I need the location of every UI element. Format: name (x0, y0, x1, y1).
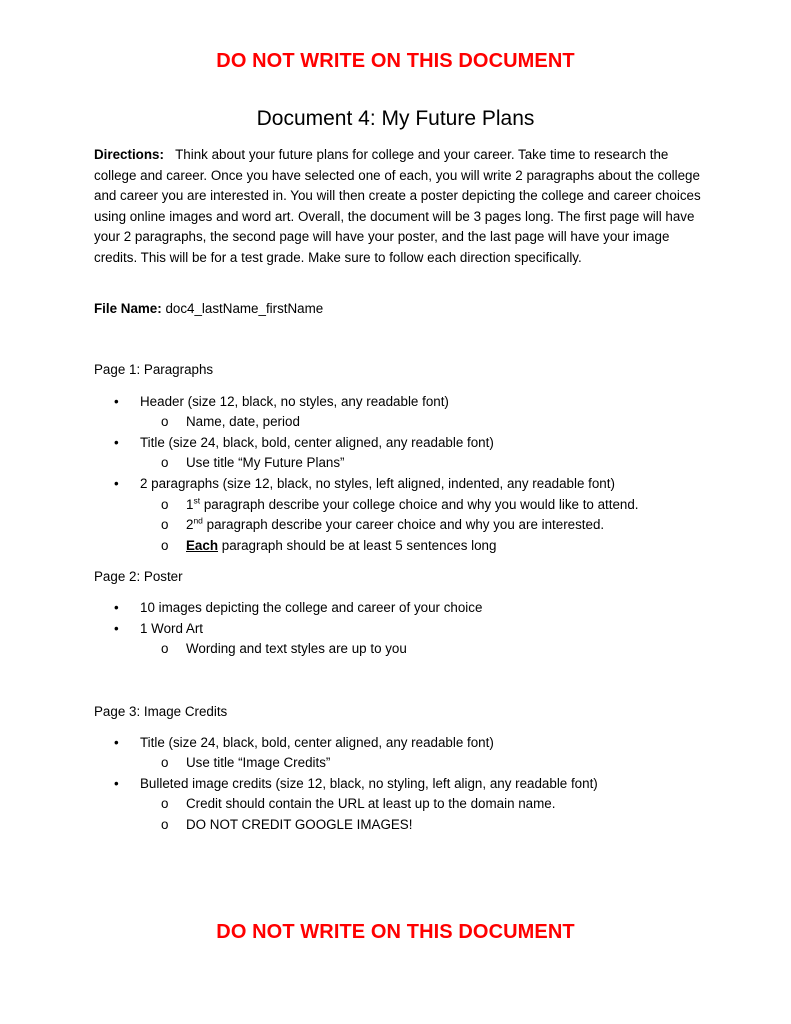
sub-list-item-text: Name, date, period (186, 414, 300, 429)
sub-list-item (161, 815, 412, 836)
circle-bullet-icon: o (161, 641, 169, 656)
sub-list-item-text: Wording and text styles are up to you (186, 641, 407, 656)
circle-bullet-icon: o (161, 517, 169, 532)
section-heading-page2: Page 2: Poster (94, 569, 183, 584)
circle-bullet-icon: o (161, 817, 169, 832)
directions-label: Directions: (94, 147, 164, 162)
list-item (114, 474, 615, 495)
emphasis-word: Each (186, 538, 219, 553)
circle-bullet-icon: o (161, 755, 169, 770)
list-item (114, 733, 494, 754)
sub-list-item-text: paragraph describe your career choice and why you are interested. (206, 517, 605, 532)
sub-list-item-text: Credit should contain the URL at least up to the domain name. (186, 796, 556, 811)
circle-bullet-icon: o (161, 538, 169, 553)
sub-list-item (161, 753, 330, 774)
list-item-text: 2 paragraphs (size 12, black, no styles, left aligned, indented, any readable font) (140, 476, 615, 491)
file-name-label: File Name: (94, 301, 162, 316)
ordinal-number: 1 (186, 497, 194, 512)
list-item-text: 1 Word Art (140, 621, 204, 636)
sub-list-item (161, 412, 300, 433)
sub-list-item (161, 495, 639, 516)
circle-bullet-icon: o (161, 796, 169, 811)
ordinal-suffix: st (193, 495, 201, 506)
bullet-icon: • (114, 776, 119, 791)
bullet-icon: • (114, 735, 119, 750)
directions-paragraph (94, 145, 702, 268)
file-name-value: doc4_lastName_firstName (165, 301, 324, 316)
sub-list-item-text: Use title “Image Credits” (186, 755, 331, 770)
ordinal-suffix: nd (193, 515, 203, 526)
list-item (114, 392, 449, 413)
sub-list-item (161, 515, 604, 536)
list-item (114, 433, 494, 454)
sub-list-item-text: paragraph describe your college choice and why you would like to attend. (203, 497, 639, 512)
bullet-icon: • (114, 600, 119, 615)
bullet-icon: • (114, 476, 119, 491)
warning-banner-top: DO NOT WRITE ON THIS DOCUMENT (216, 50, 575, 72)
list-item-text: Title (size 24, black, bold, center aligned, any readable font) (140, 735, 494, 750)
circle-bullet-icon: o (161, 497, 169, 512)
list-item-text: 10 images depicting the college and career of your choice (140, 600, 483, 615)
circle-bullet-icon: o (161, 455, 169, 470)
list-item-text: Header (size 12, black, no styles, any readable font) (140, 394, 449, 409)
bullet-icon: • (114, 621, 119, 636)
file-name-line (94, 299, 323, 320)
document-title: Document 4: My Future Plans (256, 107, 535, 130)
list-item (114, 598, 482, 619)
sub-list-item (161, 536, 496, 557)
warning-banner-bottom: DO NOT WRITE ON THIS DOCUMENT (216, 921, 575, 943)
sub-list-item-text: paragraph should be at least 5 sentences long (221, 538, 497, 553)
sub-list-item-text: DO NOT CREDIT GOOGLE IMAGES! (186, 817, 413, 832)
section-heading-page3: Page 3: Image Credits (94, 704, 228, 719)
list-item (114, 619, 203, 640)
list-item (114, 774, 598, 795)
directions-text: Think about your future plans for college and your career. Take time to research the college and career. Once you have selected one of each, you will write 2 paragraphs about the college and career you are interested in. You will then create a poster depicting the college and career choices using online images and word art. Overall, the document will be 3 pages long. The first page will have your 2 paragraphs, the second page will have your poster, and the last page will have your image credits. This will be for a test grade. Make sure to follow each direction specifically. (94, 147, 701, 265)
sub-list-item (161, 639, 407, 660)
bullet-icon: • (114, 394, 119, 409)
ordinal-number: 2 (186, 517, 194, 532)
sub-list-item (161, 453, 345, 474)
sub-list-item-text: Use title “My Future Plans” (186, 455, 345, 470)
bullet-icon: • (114, 435, 119, 450)
list-item-text: Title (size 24, black, bold, center aligned, any readable font) (140, 435, 494, 450)
section-heading-page1: Page 1: Paragraphs (94, 362, 214, 377)
sub-list-item (161, 794, 555, 815)
list-item-text: Bulleted image credits (size 12, black, no styling, left align, any readable font) (140, 776, 598, 791)
circle-bullet-icon: o (161, 414, 169, 429)
